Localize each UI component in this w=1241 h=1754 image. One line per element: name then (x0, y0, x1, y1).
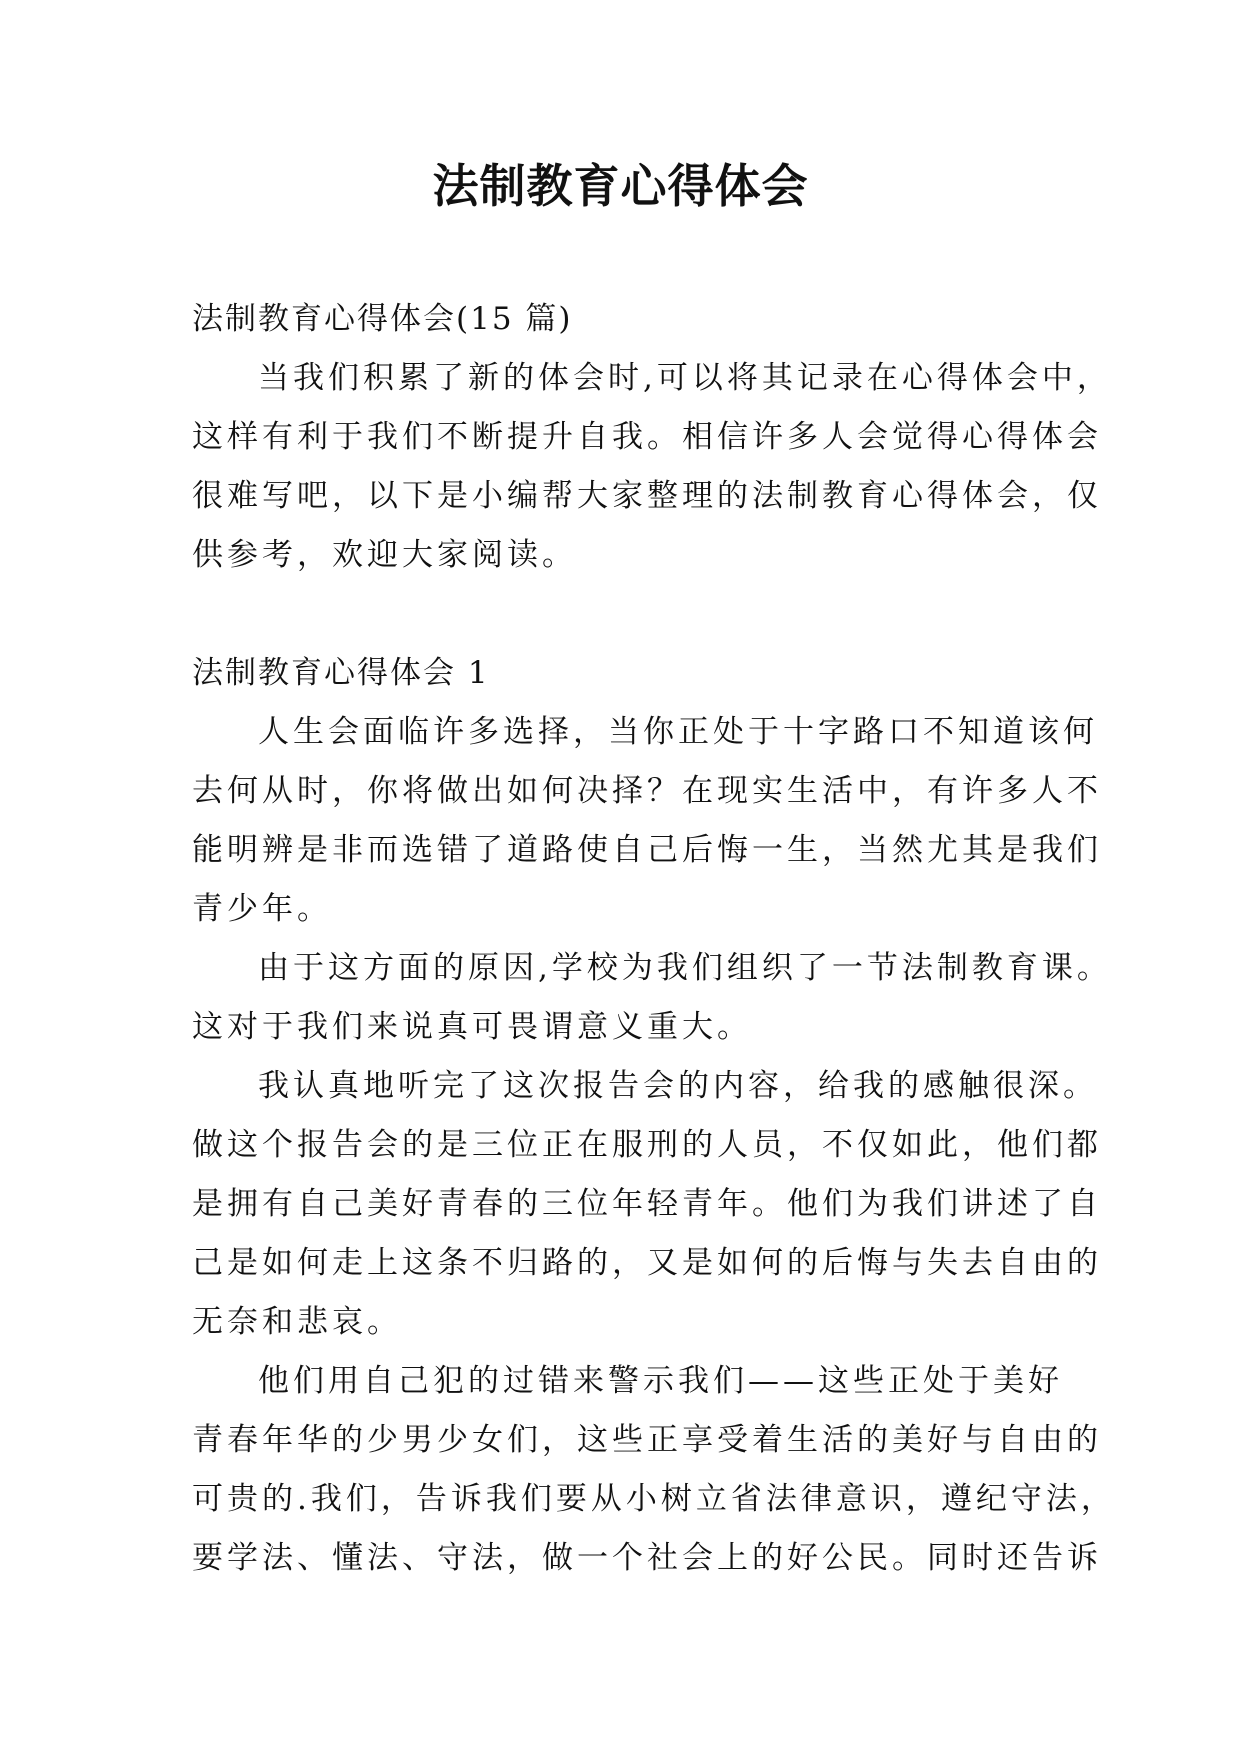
paragraph-line: 这对于我们来说真可畏谓意义重大。 (192, 1009, 752, 1045)
body-paragraph (192, 1352, 1116, 1588)
paragraph-line: 很难写吧，以下是小编帮大家整理的法制教育心得体会，仅 (192, 478, 1102, 514)
body-paragraph (192, 703, 1102, 939)
paragraph-line: 青少年。 (192, 891, 332, 927)
paragraph-line: 当我们积累了新的体会时,可以将其记录在心得体会中， (258, 360, 1112, 396)
paragraph-line: 人生会面临许多选择，当你正处于十字路口不知道该何 (258, 714, 1098, 750)
body-paragraph (192, 939, 1112, 1057)
paragraph-line: 供参考，欢迎大家阅读。 (192, 537, 577, 573)
paragraph-spacer (192, 585, 1052, 644)
paragraph-line: 己是如何走上这条不归路的，又是如何的后悔与失去自由的 (192, 1245, 1102, 1281)
intro-paragraph (192, 349, 1112, 585)
paragraph-line: 是拥有自己美好青春的三位年轻青年。他们为我们讲述了自 (192, 1186, 1102, 1222)
paragraph-line: 做这个报告会的是三位正在服刑的人员，不仅如此，他们都 (192, 1127, 1102, 1163)
body-paragraph (192, 1057, 1102, 1352)
paragraph-line: 我认真地听完了这次报告会的内容，给我的感触很深。 (258, 1068, 1098, 1104)
document-body (192, 290, 1116, 1588)
section-heading: 法制教育心得体会 1 (192, 655, 490, 691)
paragraph-line: 由于这方面的原因,学校为我们组织了一节法制教育课。 (258, 950, 1112, 986)
document-subtitle: 法制教育心得体会(15 篇) (192, 301, 573, 337)
paragraph-line: 他们用自己犯的过错来警示我们——这些正处于美好 (258, 1363, 1063, 1399)
paragraph-line: 无奈和悲哀。 (192, 1304, 402, 1340)
paragraph-line: 可贵的.我们，告诉我们要从小树立省法律意识，遵纪守法， (192, 1481, 1116, 1517)
paragraph-line: 能明辨是非而选错了道路使自己后悔一生，当然尤其是我们 (192, 832, 1102, 868)
document-title: 法制教育心得体会 (432, 159, 809, 213)
paragraph-line: 青春年华的少男少女们，这些正享受着生活的美好与自由的 (192, 1422, 1102, 1458)
paragraph-line: 去何从时，你将做出如何决择？在现实生活中，有许多人不 (192, 773, 1102, 809)
paragraph-line: 要学法、懂法、守法，做一个社会上的好公民。同时还告诉 (192, 1540, 1102, 1576)
paragraph-line: 这样有利于我们不断提升自我。相信许多人会觉得心得体会 (192, 419, 1102, 455)
